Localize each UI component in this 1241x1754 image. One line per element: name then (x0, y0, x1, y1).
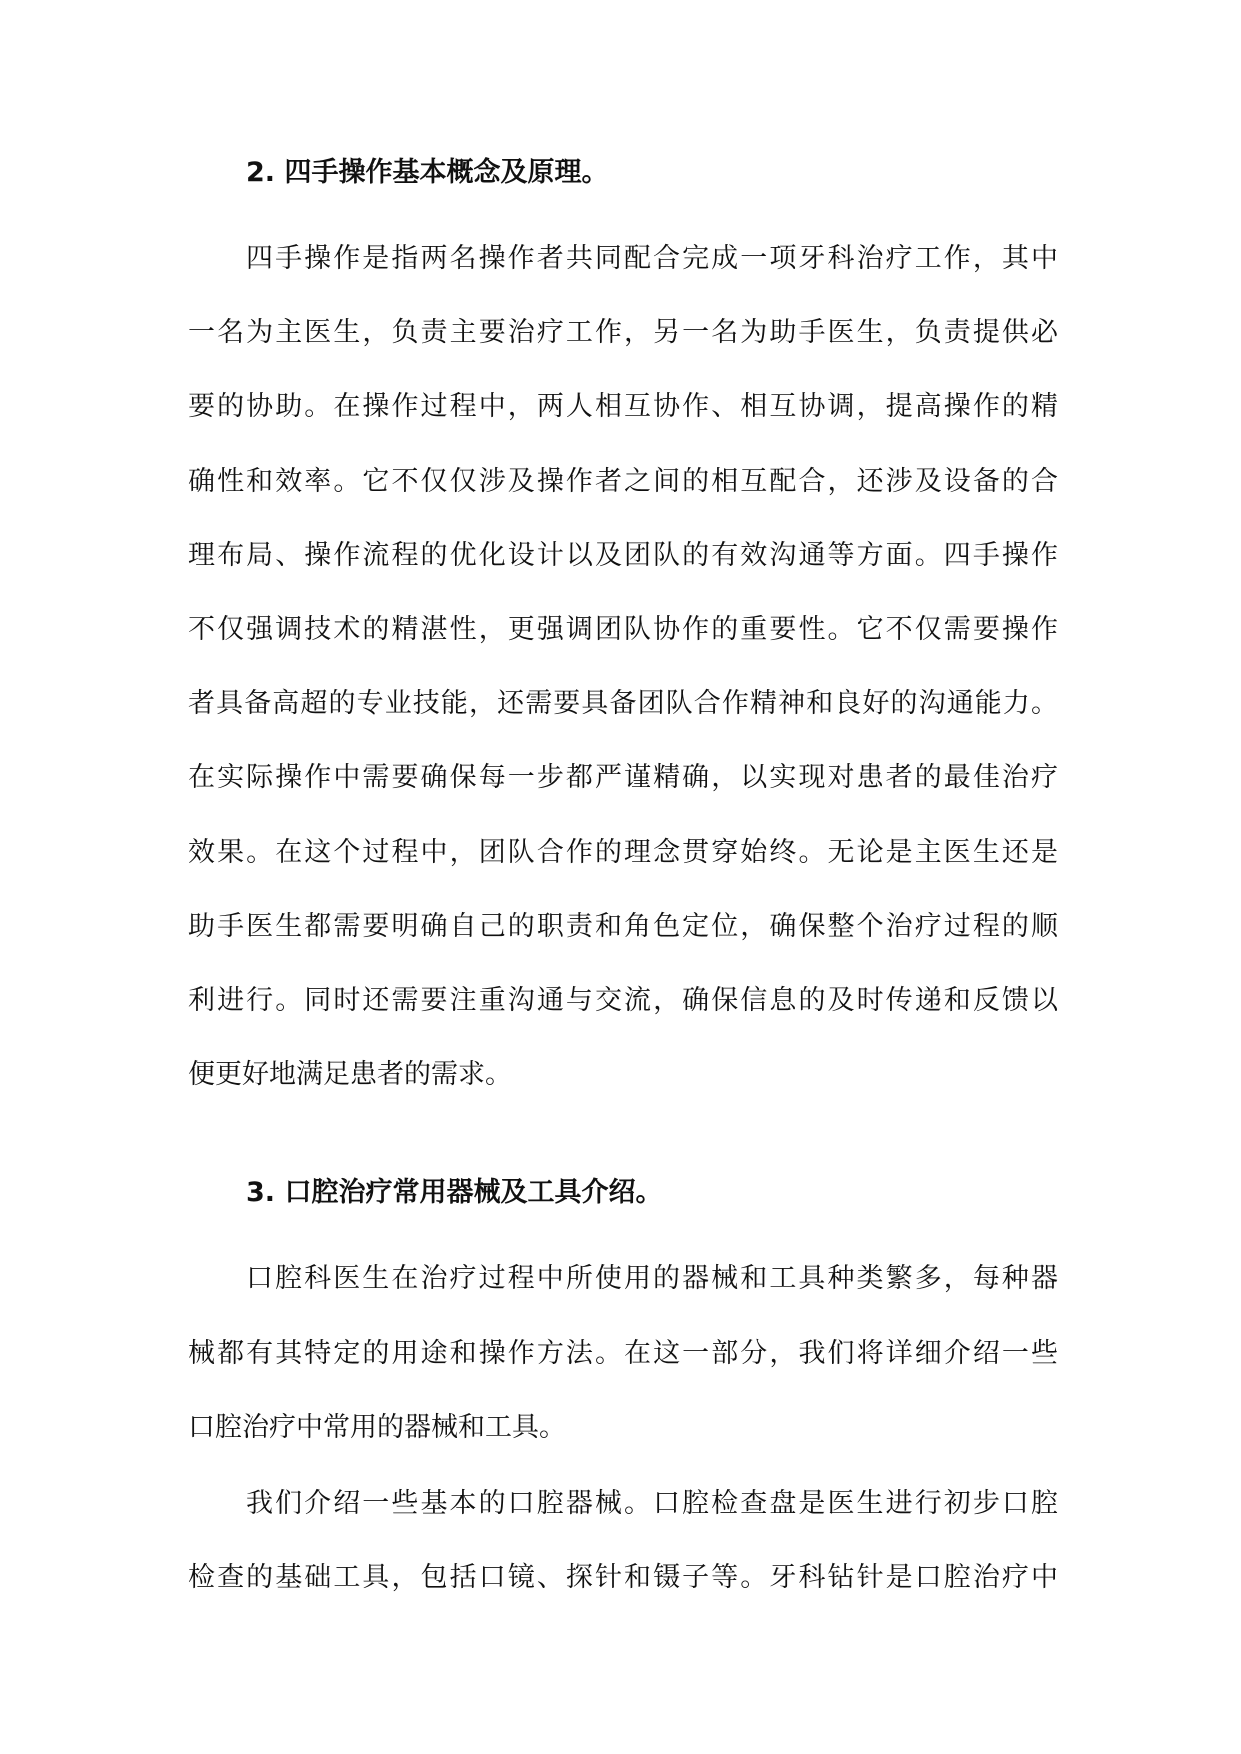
spacer (188, 200, 1058, 222)
text-line: 利进行。同时还需要注重沟通与交流，确保信息的及时传递和反馈以 (188, 985, 1058, 1017)
text-line: 我们介绍一些基本的口腔器械。口腔检查盘是医生进行初步口腔 (246, 1488, 1058, 1520)
section-3-paragraph-2 (188, 1467, 1058, 1615)
section-heading-2: 2. 四手操作基本概念及原理。 (246, 157, 609, 188)
text-line: 口腔科医生在治疗过程中所使用的器械和工具种类繁多，每种器 (246, 1263, 1058, 1295)
text-line: 四手操作是指两名操作者共同配合完成一项牙科治疗工作，其中 (246, 243, 1058, 274)
text-line: 械都有其特定的用途和操作方法。在这一部分，我们将详细介绍一些 (188, 1337, 1058, 1369)
text-line: 检查的基础工具，包括口镜、探针和镊子等。牙科钻针是口腔治疗中 (188, 1562, 1058, 1594)
text-line: 口腔治疗中常用的器械和工具。 (188, 1411, 566, 1443)
section-heading-3: 3. 口腔治疗常用器械及工具介绍。 (246, 1177, 663, 1209)
section-2-paragraph-1 (188, 222, 1058, 1112)
document-body (188, 146, 1058, 1615)
text-line: 效果。在这个过程中，团队合作的理念贯穿始终。无论是主医生还是 (188, 836, 1058, 868)
text-line: 确性和效率。它不仅仅涉及操作者之间的相互配合，还涉及设备的合 (188, 465, 1058, 497)
text-line: 要的协助。在操作过程中，两人相互协作、相互协调，提高操作的精 (188, 391, 1058, 423)
text-line: 助手医生都需要明确自己的职责和角色定位，确保整个治疗过程的顺 (188, 910, 1058, 942)
text-line: 便更好地满足患者的需求。 (188, 1059, 512, 1091)
section-3-paragraph-1 (188, 1242, 1058, 1465)
spacer (188, 1112, 1058, 1166)
text-line: 不仅强调技术的精湛性，更强调团队协作的重要性。它不仅需要操作 (188, 614, 1058, 646)
spacer (188, 1220, 1058, 1242)
text-line: 理布局、操作流程的优化设计以及团队的有效沟通等方面。四手操作 (188, 539, 1058, 571)
text-line: 一名为主医生，负责主要治疗工作，另一名为助手医生，负责提供必 (188, 317, 1058, 349)
text-line: 在实际操作中需要确保每一步都严谨精确，以实现对患者的最佳治疗 (188, 762, 1058, 794)
text-line: 者具备高超的专业技能，还需要具备团队合作精神和良好的沟通能力。 (188, 688, 1058, 720)
